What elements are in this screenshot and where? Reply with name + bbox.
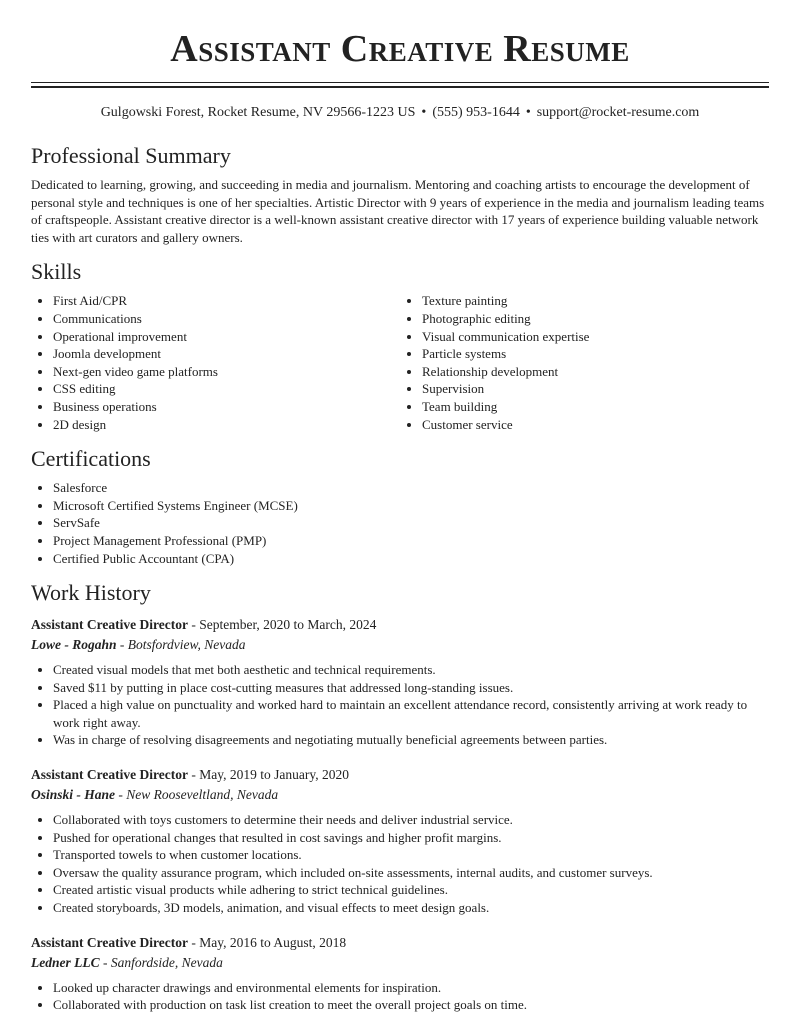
skill-item: • First Aid/CPR (53, 292, 400, 310)
job-bullet: • Created artistic visual products while adhering to strict technical guidelines. (53, 881, 769, 899)
certification-item: • Certified Public Accountant (CPA) (53, 550, 769, 568)
job-dates-separator: - (187, 767, 200, 783)
job-location-separator: - (115, 787, 127, 803)
skills-list-right (400, 292, 769, 433)
job-header (31, 615, 769, 635)
job-bullet: • Oversaw the quality assurance program, which included on-site assessments, internal audits, and customer surveys. (53, 864, 769, 882)
contact-line (0, 104, 800, 122)
job-bullet: • Created visual models that met both aesthetic and technical requirements. (53, 661, 769, 679)
certification-item: • Microsoft Certified Systems Engineer (MCSE) (53, 497, 769, 515)
certifications-list (31, 479, 769, 567)
job-company: Ledner LLC (31, 954, 100, 970)
job-header (31, 765, 769, 785)
resume-content (31, 140, 769, 1014)
job-bullet: • Collaborated with production on task list creation to meet the overall project goals on time. (53, 996, 769, 1014)
job-dates: September, 2020 to March, 2024 (199, 617, 377, 633)
job-entry (31, 615, 769, 749)
skills-list-left (31, 292, 400, 433)
job-bullet: • Was in charge of resolving disagreements and negotiating mutually beneficial agreements between parties. (53, 731, 769, 749)
job-bullet: • Looked up character drawings and environmental elements for inspiration. (53, 979, 769, 997)
professional-summary-section (31, 140, 769, 246)
skill-item: • Team building (422, 398, 769, 416)
skill-item: • Relationship development (422, 363, 769, 381)
certification-item: • Salesforce (53, 479, 769, 497)
job-bullet: • Transported towels to when customer locations. (53, 846, 769, 864)
title-rule-thin (31, 82, 769, 83)
job-bullets (31, 979, 769, 1014)
skill-item: • Particle systems (422, 345, 769, 363)
section-heading-skills: Skills (31, 259, 82, 285)
job-dates: May, 2019 to January, 2020 (199, 767, 349, 783)
job-bullet: • Saved $11 by putting in place cost-cutting measures that addressed long-standing issues. (53, 679, 769, 697)
job-entry (31, 933, 769, 1014)
job-company-line (31, 635, 769, 655)
skill-item: • 2D design (53, 416, 400, 434)
job-dates: May, 2016 to August, 2018 (199, 934, 347, 950)
contact-phone: (555) 953-1644 (432, 105, 520, 120)
summary-text: Dedicated to learning, growing, and succeeding in media and journalism. Mentoring and coaching artists to encourage the development of personal style and techniques is one of her specialties. Artistic Director with 9 years of experience in the media and journalism leading teams of craftspeople. Assistant creative director is a well-known assistant creative director with 17 years of experience building valuable network ties with art curators and gallery owners. (31, 177, 765, 245)
skill-item: • Joomla development (53, 345, 400, 363)
section-heading-work: Work History (31, 580, 151, 606)
skill-item: • Operational improvement (53, 328, 400, 346)
job-title: Assistant Creative Director (31, 934, 188, 950)
job-bullet: • Pushed for operational changes that resulted in cost savings and higher profit margins. (53, 829, 769, 847)
skill-item: • Visual communication expertise (422, 328, 769, 346)
contact-address: Gulgowski Forest, Rocket Resume, NV 29566-1223 US (100, 105, 416, 120)
job-location-separator: - (99, 954, 111, 970)
job-location: Sanfordside, Nevada (110, 954, 223, 970)
section-heading-summary: Professional Summary (31, 143, 231, 168)
job-entry (31, 765, 769, 917)
job-bullet: • Created storyboards, 3D models, animation, and visual effects to meet design goals. (53, 899, 769, 917)
skills-columns (31, 292, 769, 433)
job-company: Osinski - Hane (31, 787, 116, 803)
job-company-line (31, 953, 769, 973)
job-location-separator: - (116, 637, 128, 653)
skill-item: • Business operations (53, 398, 400, 416)
title-rule-thick (31, 86, 769, 88)
skill-item: • Next-gen video game platforms (53, 363, 400, 381)
certifications-section (31, 443, 769, 567)
certification-item: • ServSafe (53, 514, 769, 532)
job-location: New Rooseveltland, Nevada (126, 787, 279, 803)
contact-separator: • (525, 105, 531, 120)
skill-item: • Supervision (422, 380, 769, 398)
job-title: Assistant Creative Director (31, 617, 188, 633)
skill-item: • Communications (53, 310, 400, 328)
skill-item: • CSS editing (53, 380, 400, 398)
job-bullet: • Placed a high value on punctuality and worked hard to maintain an excellent attendance record, consistently arriving at work ready to work right away. (53, 696, 769, 731)
contact-separator: • (421, 105, 427, 120)
skill-item: • Photographic editing (422, 310, 769, 328)
job-dates-separator: - (187, 617, 200, 633)
job-header (31, 933, 769, 953)
contact-email: support@rocket-resume.com (536, 105, 700, 120)
jobs-list (31, 615, 769, 1014)
job-company-line (31, 785, 769, 805)
job-bullet: • Collaborated with toys customers to determine their needs and deliver industrial service. (53, 811, 769, 829)
certification-item: • Project Management Professional (PMP) (53, 532, 769, 550)
job-location: Botsfordview, Nevada (127, 637, 246, 653)
resume-title: Assistant Creative Resume (170, 28, 630, 70)
job-dates-separator: - (187, 934, 200, 950)
section-heading-certifications: Certifications (31, 446, 151, 472)
job-bullets (31, 811, 769, 917)
skill-item: • Customer service (422, 416, 769, 434)
skills-section (31, 256, 769, 433)
skill-item: • Texture painting (422, 292, 769, 310)
job-company: Lowe - Rogahn (31, 637, 117, 653)
job-title: Assistant Creative Director (31, 767, 188, 783)
work-history-section (31, 577, 769, 1014)
job-bullets (31, 661, 769, 749)
